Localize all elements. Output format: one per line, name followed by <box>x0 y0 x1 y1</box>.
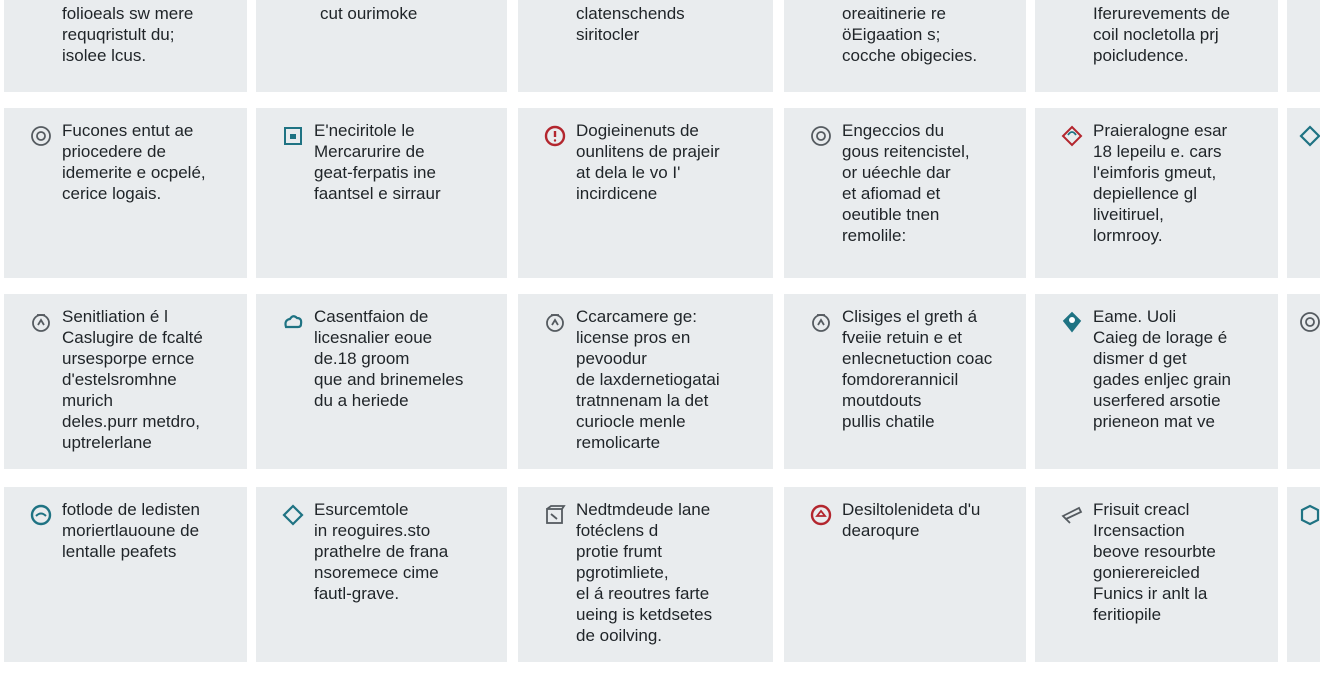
gear-icon <box>810 125 832 147</box>
card-r1-c2[interactable] <box>256 0 507 92</box>
card-r4-c6[interactable] <box>1287 487 1320 662</box>
card-text: Engeccios du gous reitencistel, or uéechle dar et afiomad et oeutible tnen remolile: <box>842 121 970 245</box>
bubble-icon <box>30 504 52 526</box>
card-r1-c5[interactable] <box>1035 0 1278 92</box>
shield-icon <box>1061 311 1083 333</box>
card-r1-c4[interactable] <box>784 0 1026 92</box>
card-r2-c3[interactable] <box>518 108 773 278</box>
card-r2-c2[interactable] <box>256 108 507 278</box>
card-text: folioeals sw mere requqristult du; isolee lcus. <box>62 4 194 65</box>
card-r2-c5[interactable] <box>1035 108 1278 278</box>
card-r1-c1[interactable] <box>4 0 247 92</box>
diamond-outline-icon <box>282 504 304 526</box>
card-r1-c3[interactable] <box>518 0 773 92</box>
diamond-heart-icon <box>1061 125 1083 147</box>
alert-hexagon-icon <box>810 504 832 526</box>
card-text: Fucones entut ae priocedere de idemerite e ocpelé, cerice logais. <box>62 121 206 203</box>
card-text: Nedtmdeude lane fotéclens d protie frumt pgrotimliete, el á reoutres farte ueing is ketdsetes de ooilving. <box>576 500 713 645</box>
card-r3-c4[interactable] <box>784 294 1026 469</box>
card-r2-c4[interactable] <box>784 108 1026 278</box>
card-text: oreaitinerie re öEigaation s; cocche obigecies. <box>842 4 978 65</box>
gear-icon <box>30 125 52 147</box>
card-text: Casentfaion de licesnalier eoue de.18 groom que and brinemeles du a heriede <box>314 307 464 410</box>
card-text: Senitliation é l Caslugire de fcalté ursesporpe ernce d'estelsromhne murich deles.purr metdro, uptrelerlane <box>62 307 203 452</box>
card-r2-c6[interactable] <box>1287 108 1320 278</box>
alert-circle-icon <box>544 125 566 147</box>
square-icon <box>282 125 304 147</box>
card-r4-c5[interactable] <box>1035 487 1278 662</box>
card-r4-c1[interactable] <box>4 487 247 662</box>
gauge-icon <box>30 311 52 333</box>
card-text: cut ourimoke <box>320 4 418 23</box>
card-text: Dogieinenuts de ounlitens de prajeir at dela le vo I' incirdicene <box>576 121 720 203</box>
box-icon <box>544 504 566 526</box>
card-text: Frisuit creacl Ircensaction beove resourbte gonierereicled Funics ir anlt la feritiopile <box>1093 500 1216 624</box>
card-r4-c2[interactable] <box>256 487 507 662</box>
card-r3-c6[interactable] <box>1287 294 1320 469</box>
card-text: E'neciritole le Mercarurire de geat-ferpatis ine faantsel e sirraur <box>314 121 441 203</box>
card-text: Iferurevements de coil nocletolla prj poicludence. <box>1093 4 1231 65</box>
gear-icon <box>1299 311 1320 333</box>
pen-icon <box>1061 504 1083 526</box>
diamond-outline-icon <box>1299 125 1320 147</box>
card-r3-c3[interactable] <box>518 294 773 469</box>
gauge-icon <box>544 311 566 333</box>
card-text: Desiltolenideta d'u dearoqure <box>842 500 981 540</box>
card-text: fotlode de ledisten moriertlauoune de lentalle peafets <box>62 500 200 561</box>
card-r3-c5[interactable] <box>1035 294 1278 469</box>
card-r1-c6[interactable] <box>1287 0 1320 92</box>
gauge-icon <box>810 311 832 333</box>
card-text: Eame. Uoli Caieg de lorage é dismer d get gades enljec grain userfered arsotie prieneon mat ve <box>1093 307 1231 431</box>
card-text: Ccarcamere ge: license pros en pevoodur de laxdernetiogatai tratnnenam la det curiocle menle remolicarte <box>576 307 720 452</box>
card-r4-c3[interactable] <box>518 487 773 662</box>
hex-outline-icon <box>1299 504 1320 526</box>
cloud-icon <box>282 311 304 333</box>
card-text: Praieralogne esar 18 lepeilu e. cars l'eimforis gmeut, depiellence gl liveitiruel, lormrooy. <box>1093 121 1228 245</box>
card-text: Esurcemtole in reoguires.sto prathelre de frana nsoremece cime fautl-grave. <box>314 500 449 603</box>
card-text: clatenschends siritocler <box>576 4 685 44</box>
card-r2-c1[interactable] <box>4 108 247 278</box>
card-text: Clisiges el greth á fveiie retuin e et enlecnetuction coac fomdorerannicil moutdouts pullis chatile <box>842 307 993 431</box>
card-r4-c4[interactable] <box>784 487 1026 662</box>
card-r3-c1[interactable] <box>4 294 247 469</box>
card-r3-c2[interactable] <box>256 294 507 469</box>
